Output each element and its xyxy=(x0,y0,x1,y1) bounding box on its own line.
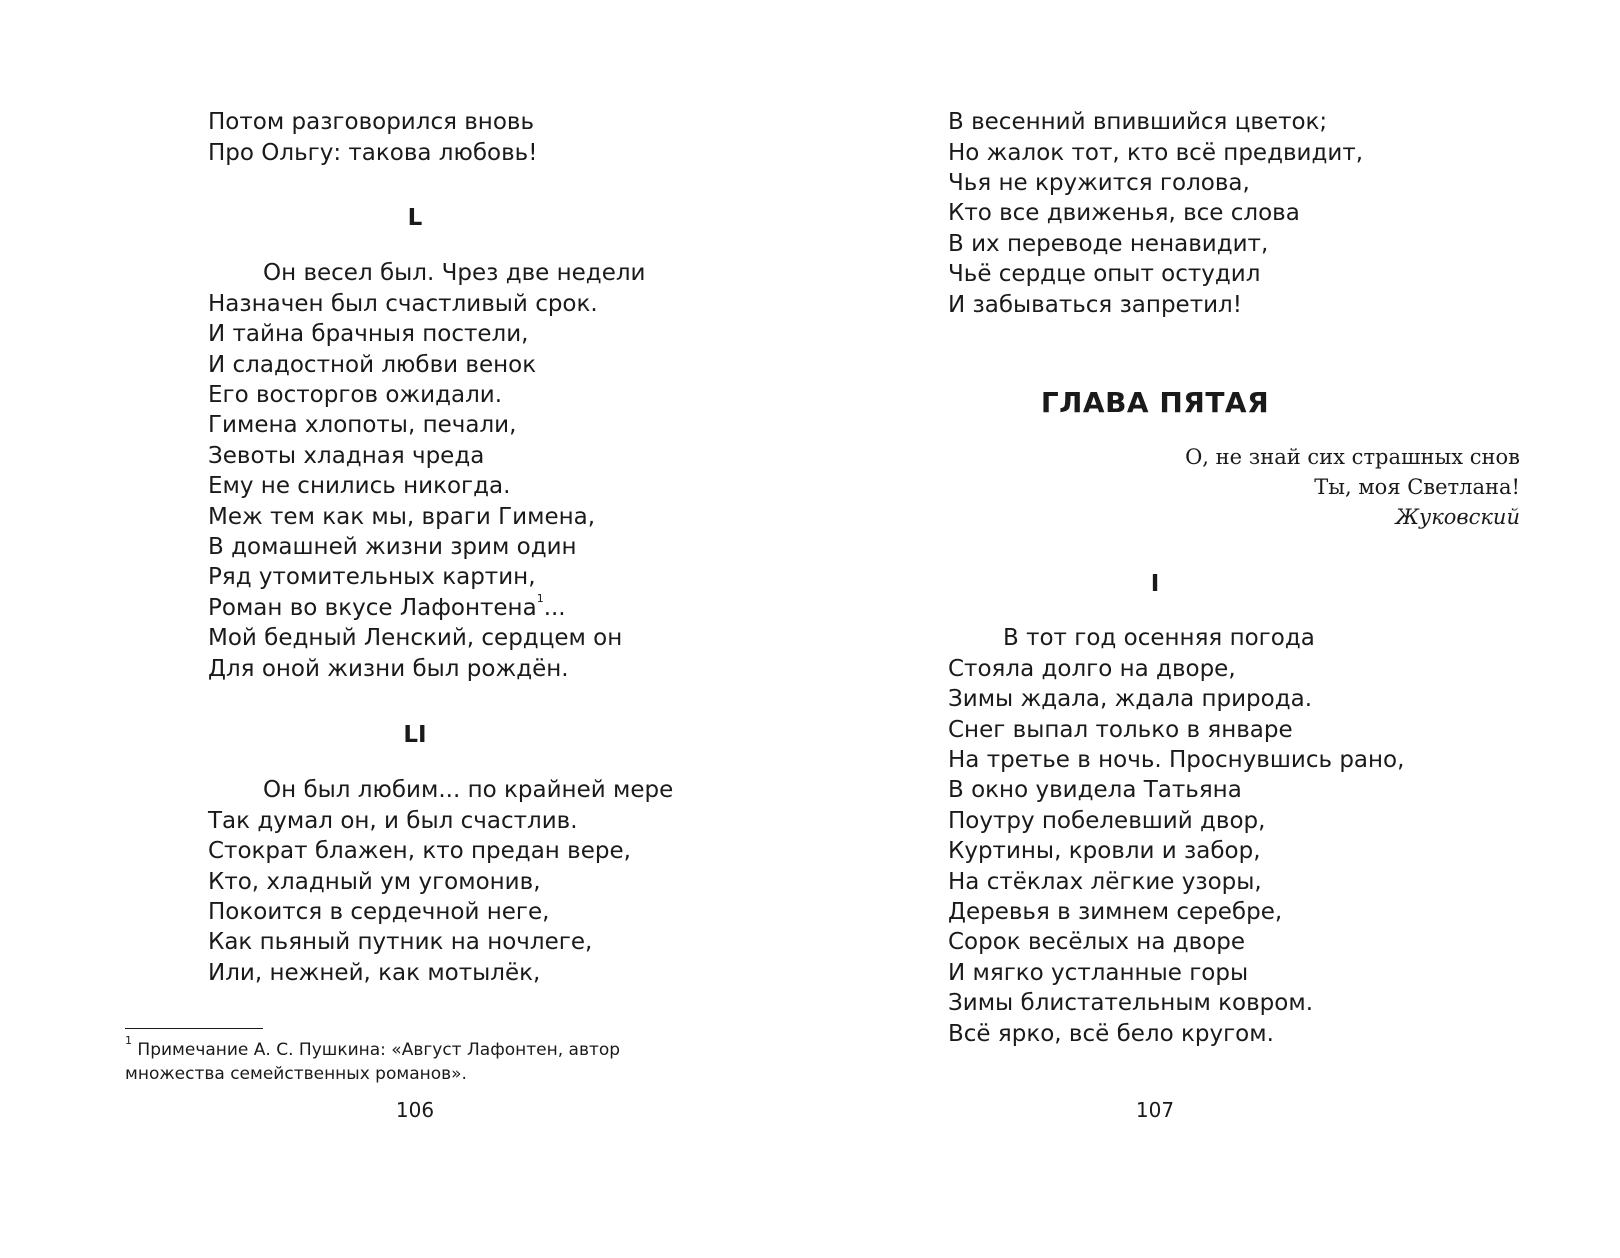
page-number: 106 xyxy=(395,1098,435,1122)
verse-line: Стояла долго на дворе, xyxy=(948,656,1236,682)
epigraph-line: Ты, моя Светлана! xyxy=(1314,475,1520,499)
verse-line: Зимы ждала, ждала природа. xyxy=(948,686,1313,712)
verse-line: Куртины, кровли и забор, xyxy=(948,838,1261,864)
stanza-heading-i: I xyxy=(1150,571,1160,597)
verse-line: Покоится в сердечной неге, xyxy=(208,899,550,925)
verse-line: Поутру побелевший двор, xyxy=(948,808,1266,834)
verse-line: Стократ блажен, кто предан вере, xyxy=(208,838,631,864)
footnote-reference[interactable]: 1 xyxy=(536,592,544,606)
epigraph-line: О, не знай сих страшных снов xyxy=(1185,445,1520,469)
verse-line: Или, нежней, как мотылёк, xyxy=(208,960,541,986)
verse-line: На третье в ночь. Проснувшись рано, xyxy=(948,747,1405,773)
verse-line: И тайна брачныя постели, xyxy=(208,321,529,347)
verse-line: Для оной жизни был рождён. xyxy=(208,656,569,682)
verse-line: Так думал он, и был счастлив. xyxy=(208,808,578,834)
footnote xyxy=(125,1034,725,1086)
verse-line xyxy=(208,593,566,624)
verse-line: Кто все движенья, все слова xyxy=(948,200,1300,226)
verse-line: В тот год осенняя погода xyxy=(1003,625,1315,651)
verse-line: И сладостной любви венок xyxy=(208,352,537,378)
verse-line: Зевоты хладная чреда xyxy=(208,443,485,469)
verse-line: И мягко устланные горы xyxy=(948,960,1249,986)
chapter-title: ГЛАВА ПЯТАЯ xyxy=(1040,386,1270,419)
verse-line: В их переводе ненавидит, xyxy=(948,231,1269,257)
verse-line: Ему не снились никогда. xyxy=(208,473,511,499)
verse-line: Про Ольгу: такова любовь! xyxy=(208,140,538,166)
verse-line: Назначен был счастливый срок. xyxy=(208,291,598,317)
verse-line: В весенний впившийся цветок; xyxy=(948,109,1328,135)
verse-line: Снег выпал только в январе xyxy=(948,717,1293,743)
verse-line: Чья не кружится голова, xyxy=(948,170,1250,196)
verse-line: Он был любим... по крайней мере xyxy=(263,777,674,803)
stanza-heading-l: L xyxy=(407,205,423,231)
verse-line: Он весел был. Чрез две недели xyxy=(263,260,646,286)
verse-line: Как пьяный путник на ночлеге, xyxy=(208,929,593,955)
verse-line: Мой бедный Ленский, сердцем он xyxy=(208,625,623,651)
verse-line: Но жалок тот, кто всё предвидит, xyxy=(948,140,1364,166)
verse-line: На стёклах лёгкие узоры, xyxy=(948,869,1262,895)
epigraph-author: Жуковский xyxy=(1395,505,1520,529)
verse-line: В окно увидела Татьяна xyxy=(948,777,1242,803)
verse-line: Меж тем как мы, враги Гимена, xyxy=(208,504,596,530)
verse-line: Кто, хладный ум угомонив, xyxy=(208,869,541,895)
verse-line: Гимена хлопоты, печали, xyxy=(208,412,517,438)
verse-line: Зимы блистательным ковром. xyxy=(948,990,1314,1016)
footnote-divider xyxy=(125,1028,263,1029)
verse-line: И забываться запретил! xyxy=(948,292,1242,318)
verse-line: Потом разговорился вновь xyxy=(208,109,535,135)
verse-line: Чьё сердце опыт остудил xyxy=(948,261,1261,287)
footnote-marker: 1 xyxy=(125,1034,132,1048)
right-page xyxy=(810,0,1620,1258)
stanza-heading-li: LI xyxy=(403,722,427,748)
verse-line: Ряд утомительных картин, xyxy=(208,564,536,590)
verse-line: Сорок весёлых на дворе xyxy=(948,929,1246,955)
footnote-text: Примечание А. С. Пушкина: «Август Лафонтен, автор множества семейственных романов». xyxy=(125,1040,621,1084)
verse-line: Деревья в зимнем серебре, xyxy=(948,899,1283,925)
verse-ellipsis: ... xyxy=(543,595,566,621)
verse-line: Всё ярко, всё бело кругом. xyxy=(948,1021,1274,1047)
verse-text: Роман во вкусе Лафонтена xyxy=(208,595,537,621)
verse-line: В домашней жизни зрим один xyxy=(208,534,577,560)
page-number: 107 xyxy=(1135,1098,1175,1122)
verse-line: Его восторгов ожидали. xyxy=(208,382,503,408)
